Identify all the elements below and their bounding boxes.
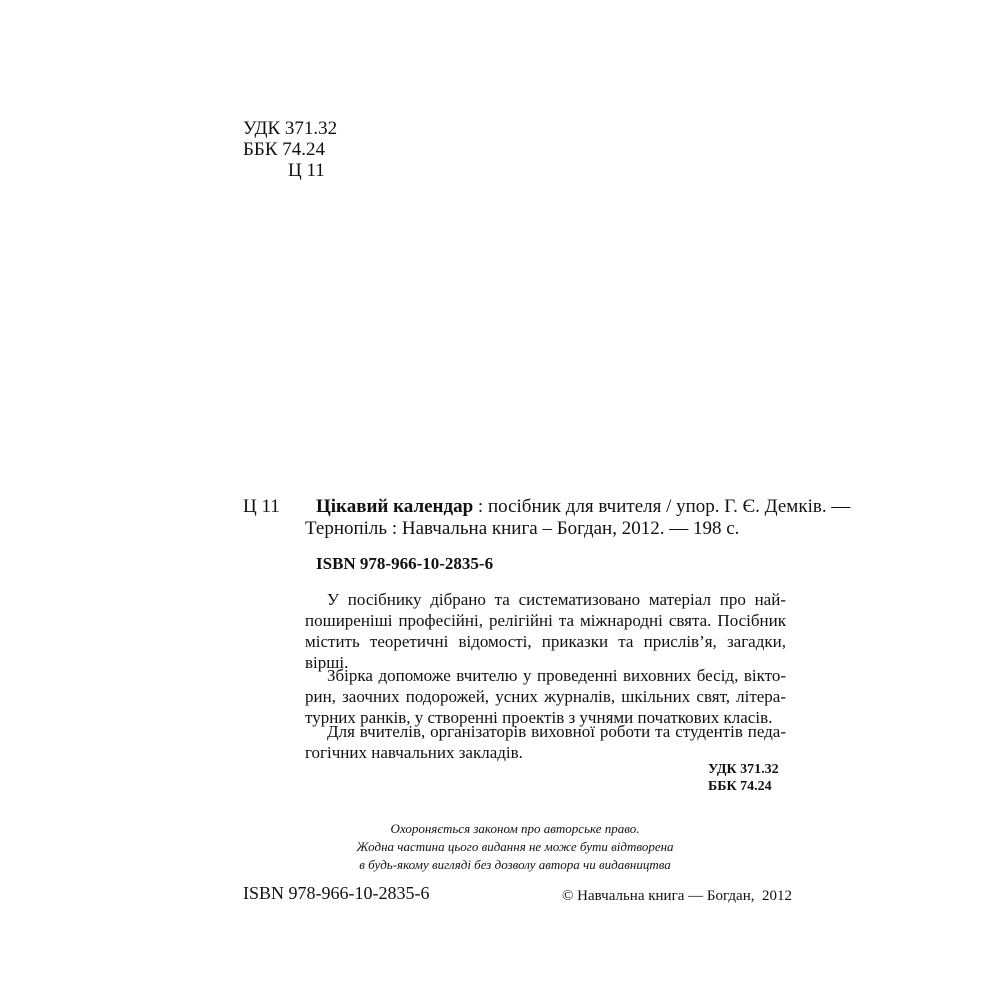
- annotation-line: турних ранків, у створенні проектів з учнями початкових класів.: [305, 708, 773, 727]
- annotation-line: гогічних навчальних закладів.: [305, 743, 523, 762]
- record-sign: Ц 11: [243, 496, 280, 517]
- record-line-1: [316, 495, 850, 518]
- notice-line: в будь-якому вигляді без дозволу автора чи видавництва: [359, 857, 671, 872]
- book-title: Цікавий календар: [316, 496, 474, 517]
- annotation-udk: УДК 371.32: [708, 762, 779, 777]
- footer-isbn: ISBN 978-966-10-2835-6: [243, 883, 430, 903]
- annotation-line: містить теоретичні відомості, приказки та прислів’я, загадки,: [305, 632, 786, 651]
- annotation-paragraph-1: [305, 589, 786, 673]
- annotation-line: Збірка допоможе вчителю у проведенні виховних бесід, вікто-: [327, 666, 786, 685]
- annotation-line: поширеніші професійні, релігійні та міжнародні свята. Посібник: [305, 611, 786, 630]
- record-line-2: Тернопіль : Навчальна книга – Богдан, 2012. — 198 с.: [305, 518, 740, 539]
- annotation-paragraph-3: [305, 721, 786, 763]
- author-sign: Ц 11: [288, 160, 325, 181]
- notice-line: Жодна частина цього видання не може бути відтворена: [356, 839, 674, 854]
- notice-line: Охороняється законом про авторське право.: [390, 821, 640, 836]
- annotation-paragraph-2: [305, 665, 786, 728]
- udk-code: УДК 371.32: [243, 118, 338, 139]
- footer-copyright: © Навчальна книга — Богдан, 2012: [562, 888, 792, 904]
- annotation-line: У посібнику дібрано та систематизовано матеріал про най-: [327, 590, 786, 609]
- record-isbn: ISBN 978-966-10-2835-6: [316, 554, 494, 573]
- annotation-bbk: ББК 74.24: [708, 779, 772, 794]
- annotation-line: Для вчителів, організаторів виховної роботи та студентів педа-: [327, 722, 786, 741]
- copyright-notice: [330, 820, 700, 874]
- bbk-code: ББК 74.24: [243, 139, 325, 160]
- annotation-line: вірші.: [305, 653, 349, 672]
- record-rest: : посібник для вчителя / упор. Г. Є. Демків. —: [473, 496, 851, 517]
- annotation-line: рин, заочних подорожей, усних журналів, шкільних свят, літера-: [305, 687, 786, 706]
